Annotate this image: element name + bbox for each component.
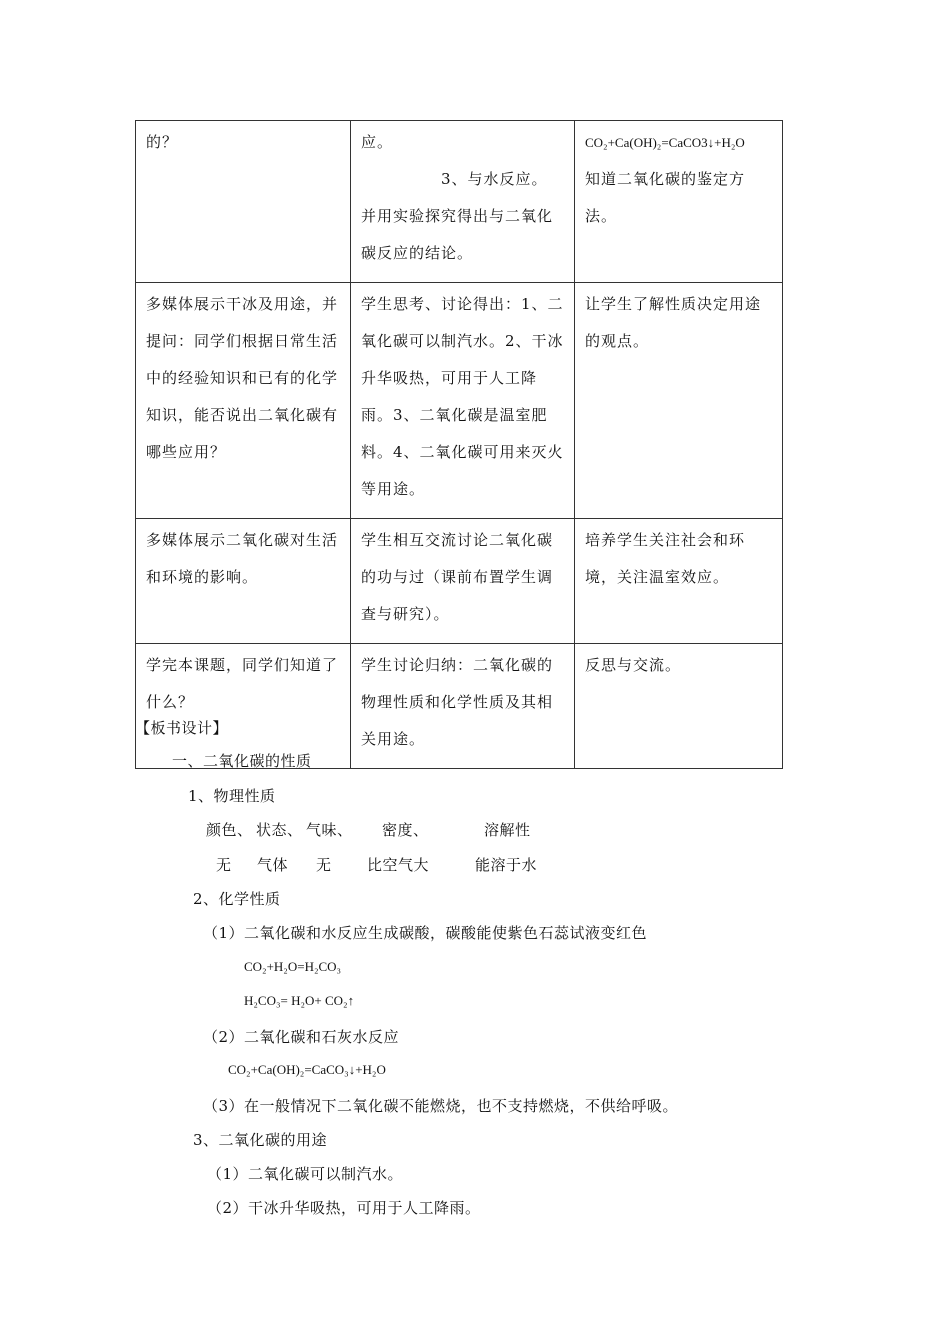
equation: CO₂+H₂O=H₂CO₃	[244, 959, 342, 974]
property-value: 无	[316, 856, 332, 874]
design-intent-cell: 反思与交流。	[575, 644, 783, 769]
design-intent-cell: 让学生了解性质决定用途的观点。	[575, 283, 783, 519]
property-value: 比空气大	[367, 856, 430, 874]
student-line: 应。	[361, 133, 394, 151]
chemical-properties-title: 2、化学性质	[193, 890, 281, 908]
student-activity-cell: 学生相互交流讨论二氧化碳的功与过（课前布置学生调查与研究）。	[351, 519, 575, 644]
student-line: 3、与水反应。	[441, 170, 548, 188]
use-item: （1）二氧化碳可以制汽水。	[207, 1165, 404, 1183]
board-heading: 【板书设计】	[135, 719, 229, 737]
property-name: 状态、	[256, 821, 303, 839]
chemical-property-1: （1）二氧化碳和水反应生成碳酸，碳酸能使紫色石蕊试液变红色	[203, 924, 648, 942]
property-name: 气味、	[306, 821, 353, 839]
property-value: 无	[216, 856, 232, 874]
chemical-property-3: （3）在一般情况下二氧化碳不能燃烧，也不支持燃烧，不供给呼吸。	[203, 1097, 679, 1115]
property-name: 颜色、	[206, 821, 253, 839]
student-line: 并用实验探究得出与二氧化碳反应的结论。	[361, 207, 554, 262]
design-intent-cell	[575, 121, 783, 283]
table-row	[136, 519, 783, 644]
teacher-activity-cell: 的？	[136, 121, 351, 283]
table-row	[136, 121, 783, 283]
uses-title: 3、二氧化碳的用途	[193, 1131, 328, 1149]
student-activity-cell	[351, 121, 575, 283]
design-intent-cell: 培养学生关注社会和环境，关注温室效应。	[575, 519, 783, 644]
section-title: 一、二氧化碳的性质	[172, 752, 312, 770]
teacher-activity-cell: 多媒体展示二氧化碳对生活和环境的影响。	[136, 519, 351, 644]
property-value: 气体	[257, 856, 289, 874]
teacher-activity-cell: 多媒体展示干冰及用途，并提问：同学们根据日常生活中的经验知识和已有的化学知识，能否说出二氧化碳有哪些应用？	[136, 283, 351, 519]
table-row	[136, 283, 783, 519]
lesson-table	[135, 120, 783, 769]
chemical-property-2: （2）二氧化碳和石灰水反应	[203, 1028, 400, 1046]
student-activity-cell: 学生讨论归纳：二氧化碳的物理性质和化学性质及其相关用途。	[351, 644, 575, 769]
intent-line: 知道二氧化碳的鉴定方法。	[585, 170, 746, 225]
use-item: （2）干冰升华吸热，可用于人工降雨。	[207, 1199, 481, 1217]
property-value: 能溶于水	[475, 856, 538, 874]
property-name: 溶解性	[484, 821, 531, 839]
teacher-activity-cell: 学完本课题，同学们知道了什么？	[136, 644, 351, 769]
formula: CO₂+Ca(OH)₂=CaCO3↓+H₂O	[585, 135, 745, 150]
property-name: 密度、	[382, 821, 429, 839]
equation: CO₂+Ca(OH)₂=CaCO₃↓+H₂O	[228, 1062, 386, 1077]
equation: H₂CO₃= H₂O+ CO₂↑	[244, 993, 355, 1008]
physical-properties-title: 1、物理性质	[188, 787, 276, 805]
student-activity-cell: 学生思考、讨论得出：1、二氧化碳可以制汽水。2、干冰升华吸热，可用于人工降雨。3、二氧化碳是温室肥料。4、二氧化碳可用来灭火等用途。	[351, 283, 575, 519]
